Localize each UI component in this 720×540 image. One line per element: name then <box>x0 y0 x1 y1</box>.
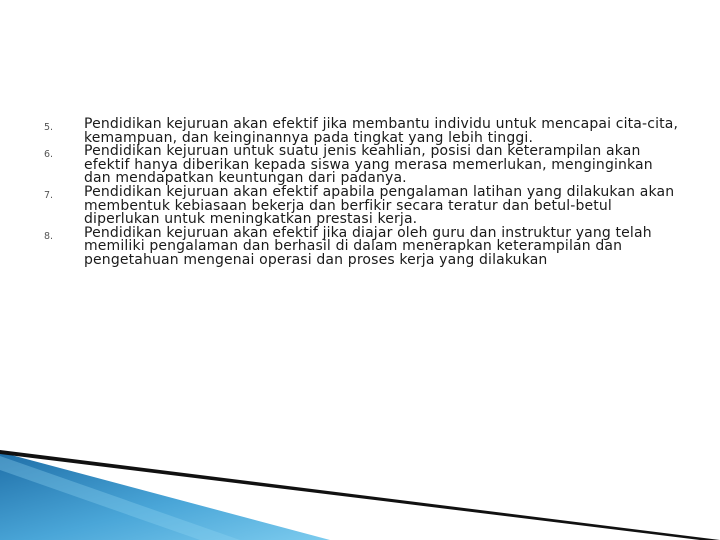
list-item <box>0 224 720 268</box>
list-item <box>0 145 720 186</box>
list-item <box>0 183 720 228</box>
list-item-text: Pendidikan kejuruan akan efektif apabila pengalaman latihan yang dilakukan akan membentuk kebiasaan bekerja dan berfikir secara teratur dan betul-betul diperlukan untuk meningkatkan prestasi kerja. <box>84 183 675 228</box>
list-item-number: 7. <box>44 189 54 201</box>
list-item <box>0 118 720 145</box>
list-item-text: Pendidikan kejuruan akan efektif jika membantu individu untuk mencapai cita-cita, kemampuan, dan keinginannya pada tingkat yang lebih tinggi. <box>84 116 679 146</box>
numbered-list <box>0 118 720 268</box>
list-item-number: 5. <box>44 122 54 133</box>
list-item-text: Pendidikan kejuruan akan efektif jika diajar oleh guru dan instruktur yang telah memiliki pengalaman dan berhasil di dalam menerapkan keterampilan dan pengetahuan mengenai operasi dan proses kerja yang dilakukan <box>84 224 652 268</box>
corner-decoration <box>0 450 720 540</box>
list-item-number: 8. <box>44 230 54 242</box>
list-item-text: Pendidikan kejuruan untuk suatu jenis keahlian, posisi dan keterampilan akan efektif hanya diberikan kepada siswa yang merasa memerlukan, menginginkan dan mendapatkan keuntungan dari padanya. <box>84 143 653 187</box>
list-item-number: 6. <box>44 149 54 161</box>
